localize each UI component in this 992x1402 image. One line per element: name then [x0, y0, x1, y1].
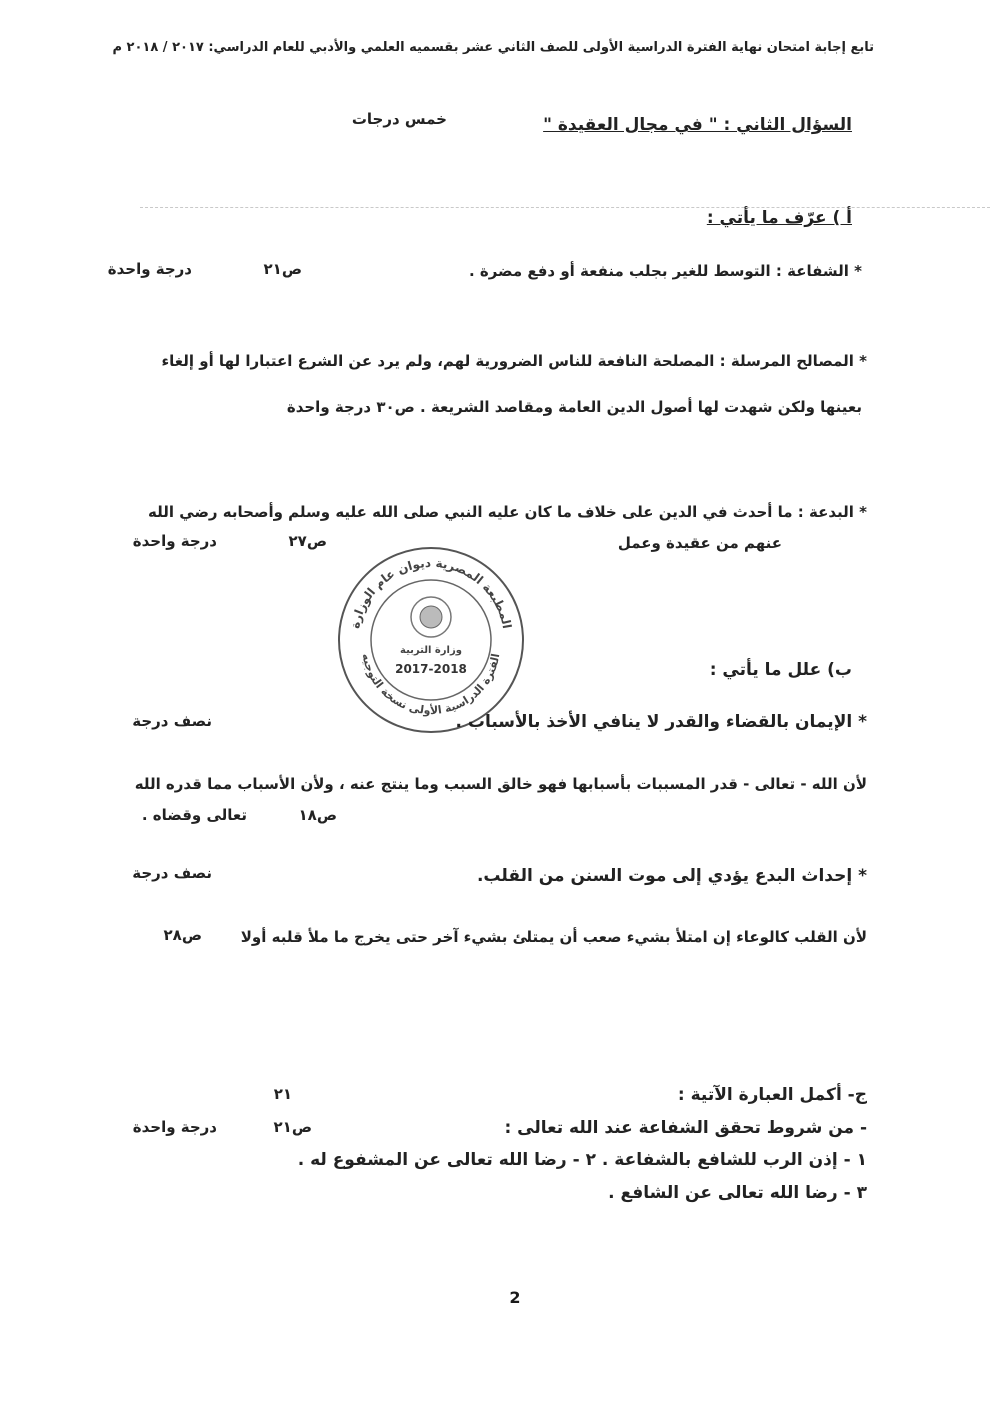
- bidaa-line-1: * البدعة : ما أحدث في الدين على خلاف ما كان عليه النبي صلى الله عليه وسلم وأصحابه رضي الله: [148, 503, 867, 521]
- shafaa-definition: * الشفاعة : التوسط للغير بجلب منفعة أو دفع مضرة .: [468, 262, 862, 280]
- official-seal: [336, 545, 526, 735]
- seal-emblem-center: [420, 606, 442, 628]
- part-c-heading: ج- أكمل العبارة الآتية :: [677, 1085, 867, 1105]
- reason-1-answer-line-2: تعالى وقضاه .: [141, 806, 247, 824]
- part-c-annotation: ٢١: [273, 1085, 292, 1103]
- reason-2-answer: لأن القلب كالوعاء إن امتلأ بشيء صعب أن يمتلئ بشيء آخر حتى يخرج ما ملأ قلبه أولا: [240, 928, 867, 946]
- question-marks: خمس درجات: [351, 110, 447, 128]
- reason-2-statement: * إحداث البدع يؤدي إلى موت السنن من القلب.: [476, 866, 867, 886]
- seal-ring-top-text: المطبعة المصرية ديوان عام الوزارة: [347, 555, 515, 630]
- reason-2-score: نصف درجة: [132, 864, 212, 882]
- shafaa-page-ref: ص٢١: [263, 260, 302, 278]
- reason-1-page-ref: ص١٨: [298, 806, 337, 824]
- page-number: 2: [509, 1288, 521, 1307]
- part-c-line-1: - من شروط تحقق الشفاعة عند الله تعالى :: [504, 1118, 867, 1138]
- part-c-line-2: ١ - إذن الرب للشافع بالشفاعة . ٢ - رضا الله تعالى عن المشفوع له .: [297, 1150, 867, 1170]
- seal-inner-ring: [371, 580, 491, 700]
- part-c-score: درجة واحدة: [132, 1118, 217, 1136]
- bidaa-page-ref: ص٢٧: [288, 532, 327, 550]
- part-c-page-ref: ص٢١: [273, 1118, 312, 1136]
- reason-1-statement: * الإيمان بالقضاء والقدر لا ينافي الأخذ بالأسباب .: [455, 712, 867, 732]
- divider-line: [140, 207, 990, 208]
- seal-ring-bottom-text: الفترة الدراسية الأولى نسخة التوجيه: [359, 652, 503, 718]
- shafaa-score: درجة واحدة: [107, 260, 192, 278]
- seal-year: 2017-2018: [395, 662, 467, 676]
- part-b-heading: ب) علل ما يأتي :: [709, 660, 852, 680]
- bidaa-line-2: عنهم من عقيدة وعمل: [617, 534, 782, 552]
- question-title: السؤال الثاني : " في مجال العقيدة ": [543, 115, 852, 135]
- masalih-line-1: * المصالح المرسلة : المصلحة النافعة للناس الضرورية لهم، ولم يرد عن الشرع اعتبارا لها أو إلغاء: [161, 352, 867, 370]
- seal-center-text: وزارة التربية: [400, 645, 462, 656]
- masalih-line-2: بعينها ولكن شهدت لها أصول الدين العامة ومقاصد الشريعة . ص٣٠ درجة واحدة: [286, 398, 862, 416]
- reason-2-page-ref: ص٢٨: [163, 926, 202, 944]
- reason-1-score: نصف درجة: [132, 712, 212, 730]
- bidaa-score: درجة واحدة: [132, 532, 217, 550]
- part-c-line-3: ٣ - رضا الله تعالى عن الشافع .: [608, 1183, 867, 1203]
- part-a-heading: أ ) عرّف ما يأتي :: [706, 208, 852, 228]
- reason-1-answer-line-1: لأن الله - تعالى - قدر المسببات بأسبابها فهو خالق السبب وما ينتج عنه ، ولأن الأسباب مما قدره الله: [134, 775, 867, 793]
- header-title: تابع إجابة امتحان نهاية الفترة الدراسية الأولى للصف الثاني عشر بقسميه العلمي والأدبي للعام الدراسي: ٢٠١٧ / ٢٠١٨ م: [112, 40, 874, 55]
